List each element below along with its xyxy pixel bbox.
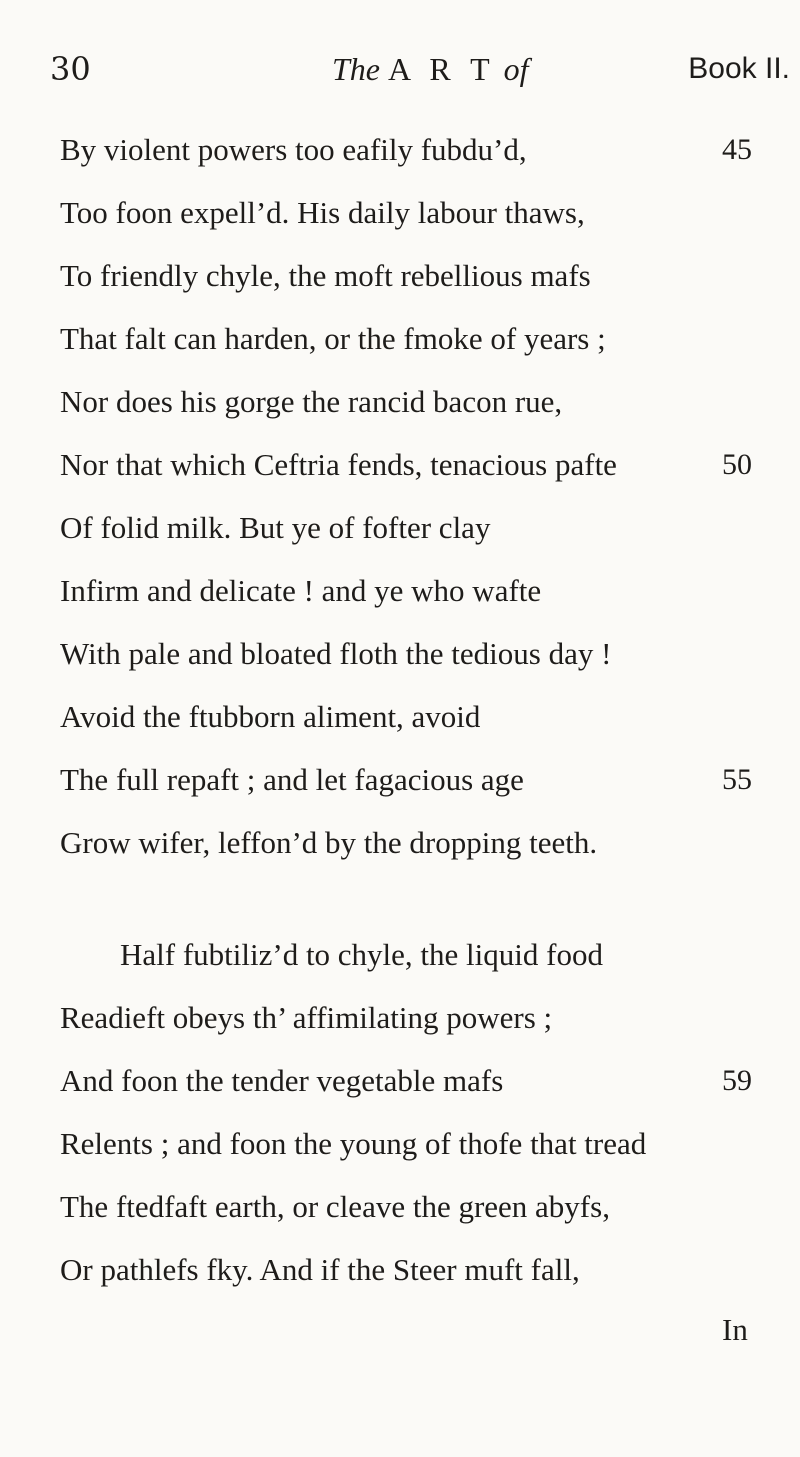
verse-line: By violent powers too eafily fubdu’d, — [60, 132, 527, 167]
verse-line: Half fubtiliz’d to chyle, the liquid food — [120, 937, 603, 972]
line-number-50: 50 — [722, 448, 752, 481]
line-number-45: 45 — [722, 133, 752, 166]
running-title-art: A R T — [388, 51, 496, 87]
running-title-the: The — [332, 51, 380, 87]
verse-line: To friendly chyle, the moft rebellious mafs — [60, 258, 591, 293]
verse-line: The full repaft ; and let fagacious age — [60, 762, 524, 797]
line-number-59: 59 — [722, 1064, 752, 1097]
verse-line: The ftedfaft earth, or cleave the green abyfs, — [60, 1189, 610, 1224]
verse-line: Too foon expell’d. His daily labour thaws, — [60, 195, 585, 230]
book-label: Book II. — [688, 52, 790, 85]
verse-line: Relents ; and foon the young of thofe that tread — [60, 1126, 647, 1161]
verse-line: Grow wifer, leffon’d by the dropping teeth. — [60, 825, 598, 860]
running-title-of: of — [503, 51, 529, 87]
verse-line: With pale and bloated floth the tedious day ! — [60, 636, 612, 671]
verse-line: Nor that which Ceftria fends, tenacious pafte — [60, 447, 617, 482]
verse-line: And foon the tender vegetable mafs — [60, 1063, 504, 1098]
verse-line: Nor does his gorge the rancid bacon rue, — [60, 384, 563, 419]
verse-line: Readieft obeys th’ affimilating powers ; — [60, 1000, 553, 1035]
line-number-55: 55 — [722, 763, 752, 796]
running-header — [50, 44, 790, 94]
verse-line: That falt can harden, or the fmoke of years ; — [60, 321, 606, 356]
verse-line: Avoid the ftubborn aliment, avoid — [60, 699, 481, 734]
verse-line: Or pathlefs fky. And if the Steer muft fall, — [60, 1252, 580, 1287]
verse-line: Of folid milk. But ye of fofter clay — [60, 510, 491, 545]
verse-line: Infirm and delicate ! and ye who wafte — [60, 573, 542, 608]
page-number: 30 — [50, 50, 91, 88]
running-title — [332, 44, 529, 94]
catchword: In — [722, 1312, 748, 1347]
